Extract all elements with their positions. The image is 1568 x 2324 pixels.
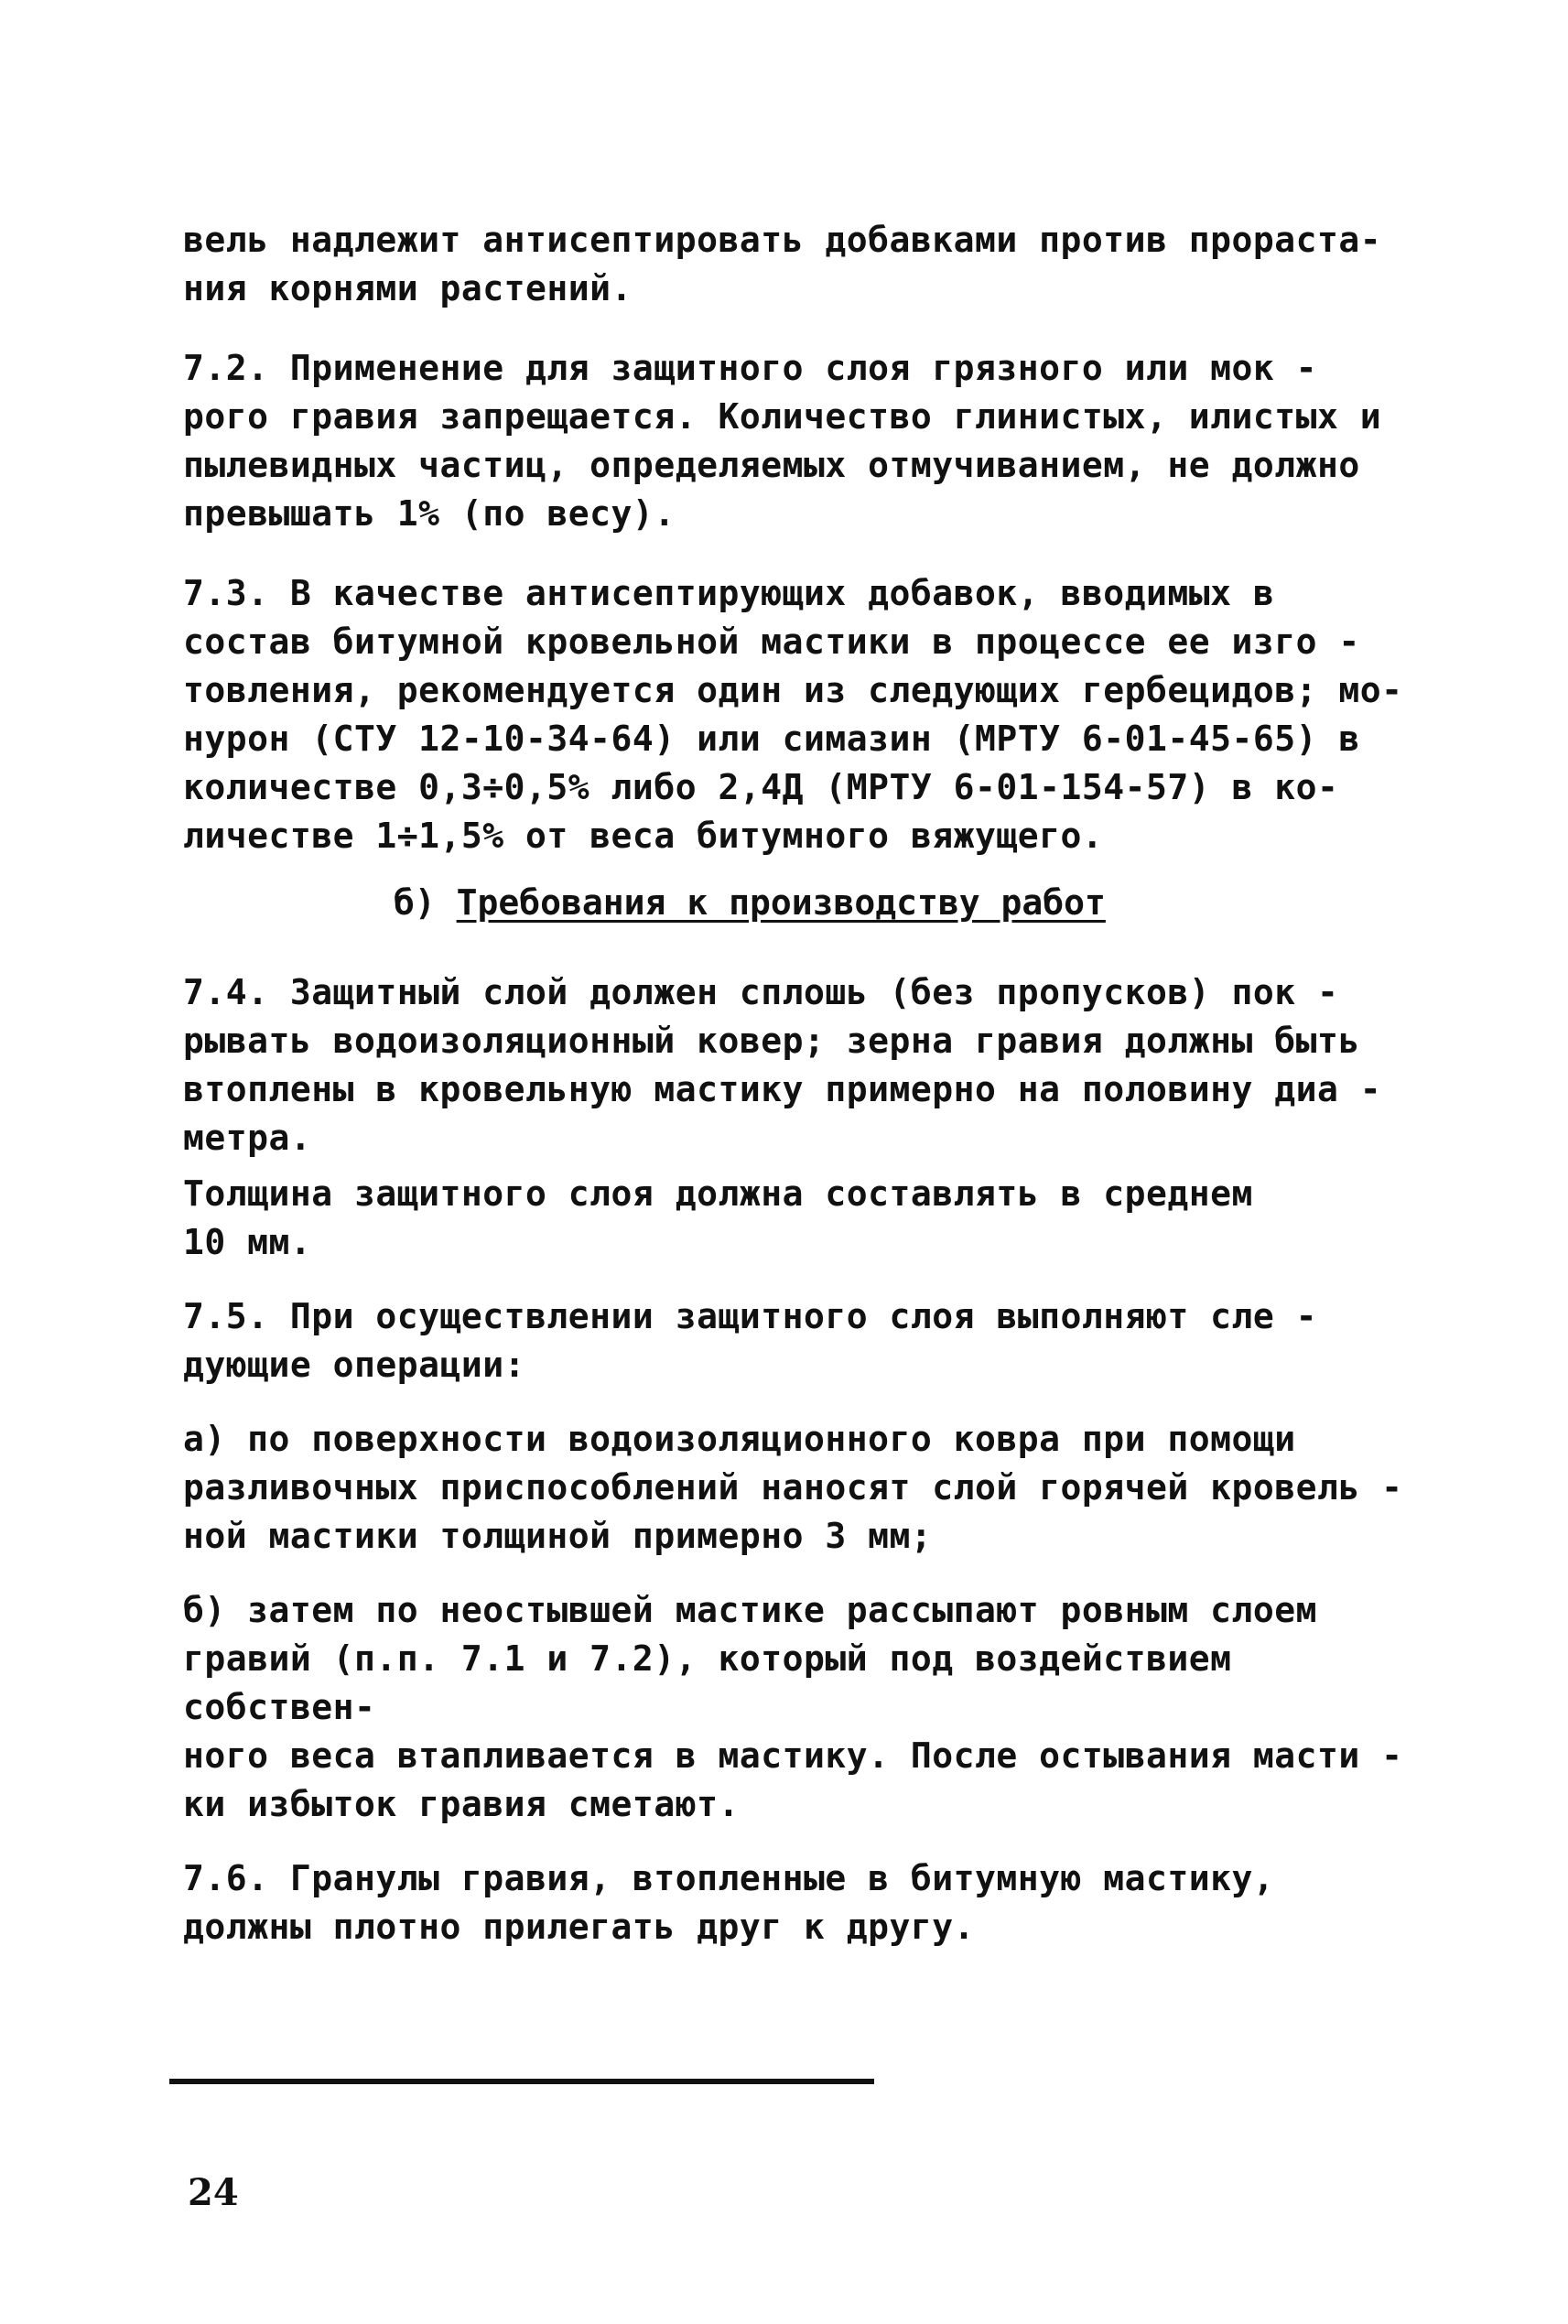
section-heading-label: б) <box>394 882 436 923</box>
page-number: 24 <box>188 2171 239 2214</box>
paragraph-7-3: 7.3. В качестве антисептирующих добавок, вводимых в состав битумной кровельной мастики в процессе ее изго - товления, рекомендуется один из следующих гербецидов; мо- нурон (СТУ 12-10-34-64) или симазин (МРТУ 6-01-45-65) в количестве 0,3÷0,5% либо 2,4Д (МРТУ 6-01-154-57) в ко- личестве 1÷1,5% от веса битумного вяжущего. <box>183 573 1403 856</box>
text-block-bottom <box>183 968 1428 1951</box>
paragraph-7-4: 7.4. Защитный слой должен сплошь (без пропусков) пок - рывать водоизоляционный ковер; зерна гравия должны быть втоплены в кровельную мастику примерно на половину диа - метра. <box>183 972 1382 1158</box>
paragraph-continuation: вель надлежит антисептировать добавками против прораста- ния корнями растений. <box>183 220 1382 308</box>
text-block-top <box>183 216 1428 860</box>
paragraph-7-4-thickness: Толщина защитного слоя должна составлять в среднем 10 мм. <box>183 1173 1253 1262</box>
section-heading-title: Требования к производству работ <box>456 882 1106 923</box>
paragraph-7-5: 7.5. При осуществлении защитного слоя выполняют сле - дующие операции: <box>183 1296 1318 1385</box>
section-heading <box>394 879 1106 927</box>
paragraph-7-5-b: б) затем по неостывшей мастике рассыпают ровным слоем гравий (п.п. 7.1 и 7.2), который под воздействием собствен- ного веса втапливается в мастику. После остывания масти - ки избыток гравия сметают. <box>183 1590 1403 1824</box>
paragraph-7-6: 7.6. Гранулы гравия, втопленные в битумную мастику, должны плотно прилегать друг к другу. <box>183 1858 1275 1947</box>
footer-rule <box>169 2079 874 2084</box>
paragraph-7-2: 7.2. Применение для защитного слоя грязного или мок - рого гравия запрещается. Количество глинистых, илистых и пылевидных частиц, определяемых отмучиванием, не должно превышать 1% (по весу). <box>183 348 1382 534</box>
paragraph-7-5-a: а) по поверхности водоизоляционного ковра при помощи разливочных приспособлений наносят слой горячей кровель - ной мастики толщиной примерно 3 мм; <box>183 1419 1403 1556</box>
